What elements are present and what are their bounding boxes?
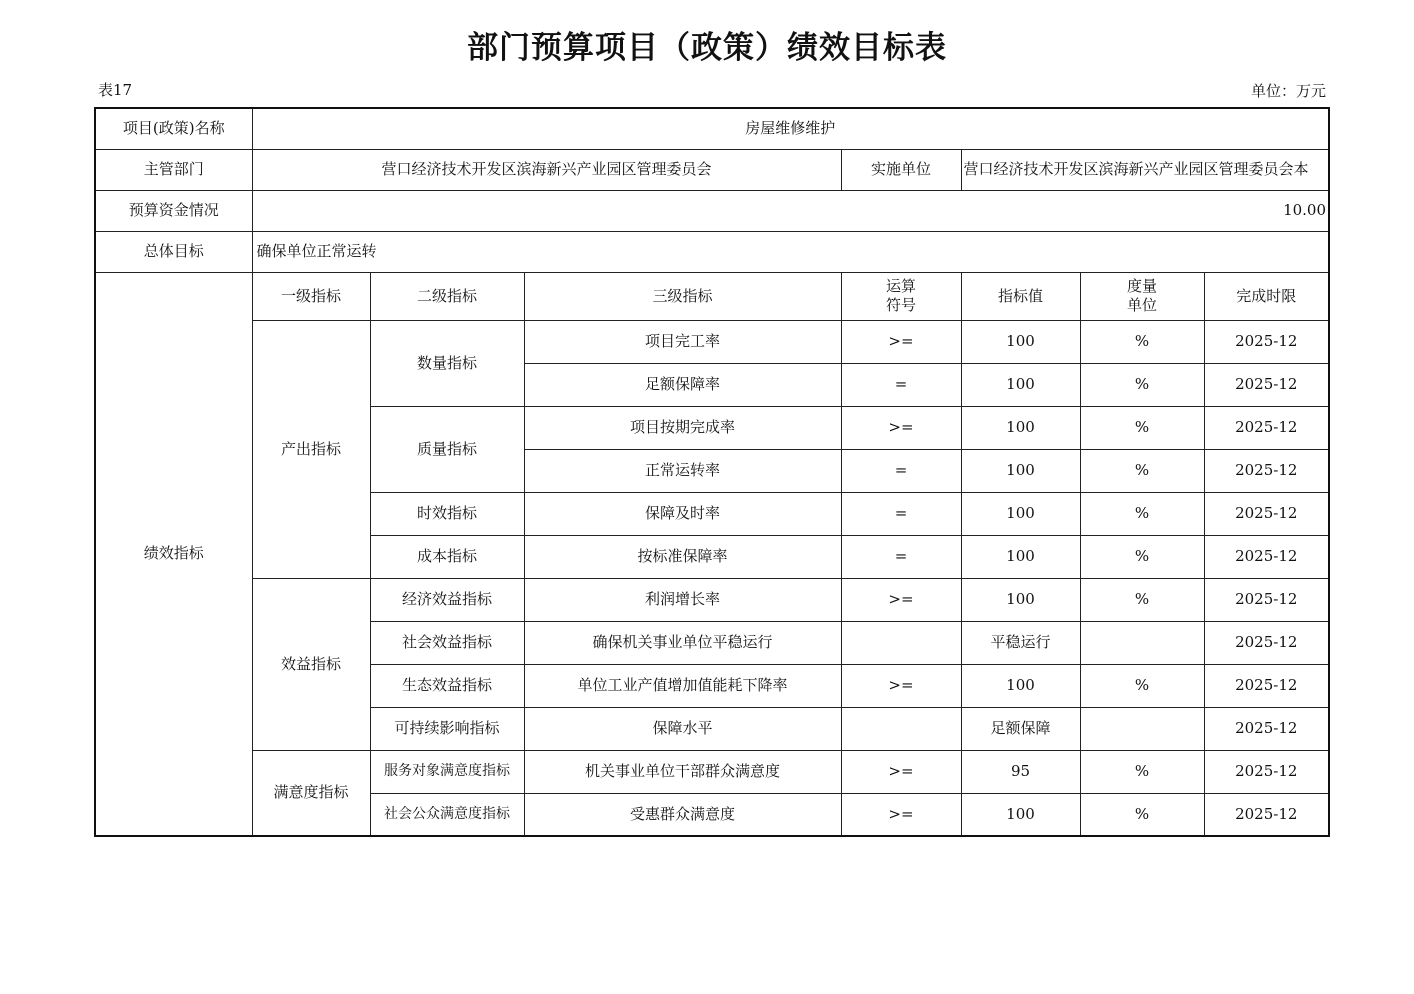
indicator-deadline: 2025-12 [1204,750,1329,793]
indicator-deadline: 2025-12 [1204,363,1329,406]
indicator-name: 利润增长率 [524,578,841,621]
header-operator [841,272,961,320]
perf-label: 绩效指标 [95,272,252,836]
header-level2: 二级指标 [370,272,524,320]
unit-label: 单位：万元 [1250,82,1326,100]
indicator-value: 足额保障 [961,707,1080,750]
indicator-deadline: 2025-12 [1204,449,1329,492]
header-unit-line1: 度量 [1126,277,1157,295]
indicator-deadline: 2025-12 [1204,707,1329,750]
indicator-op [841,707,961,750]
indicator-unit: % [1080,406,1204,449]
goal-value: 确保单位正常运转 [252,231,1329,272]
table-row [95,578,1329,621]
indicator-unit: % [1080,793,1204,836]
header-value: 指标值 [961,272,1080,320]
level1-satisfaction: 满意度指标 [252,750,370,836]
goal-row [95,231,1329,272]
indicator-unit: % [1080,578,1204,621]
indicator-name: 受惠群众满意度 [524,793,841,836]
header-level3: 三级指标 [524,272,841,320]
department-value: 营口经济技术开发区滨海新兴产业园区管理委员会 [252,149,841,190]
indicator-unit: % [1080,492,1204,535]
indicator-unit: % [1080,535,1204,578]
indicator-deadline: 2025-12 [1204,535,1329,578]
indicator-name: 确保机关事业单位平稳运行 [524,621,841,664]
project-name-value: 房屋维修维护 [252,108,1329,149]
indicator-name: 按标准保障率 [524,535,841,578]
indicator-op: >= [841,750,961,793]
indicator-op: >= [841,578,961,621]
header-operator-line1: 运算 [885,277,916,295]
indicator-deadline: 2025-12 [1204,320,1329,363]
indicator-name: 正常运转率 [524,449,841,492]
indicator-name: 保障水平 [524,707,841,750]
indicator-op [841,621,961,664]
impl-unit-text: 营口经济技术开发区滨海新兴产业园区管理委员会本 [963,160,1309,178]
project-name-label: 项目(政策)名称 [95,108,252,149]
indicator-op: = [841,363,961,406]
level2-sustainable: 可持续影响指标 [370,707,524,750]
indicator-unit: % [1080,750,1204,793]
level2-cost: 成本指标 [370,535,524,578]
indicator-value: 100 [961,449,1080,492]
indicator-deadline: 2025-12 [1204,621,1329,664]
indicator-deadline: 2025-12 [1204,492,1329,535]
indicator-value: 平稳运行 [961,621,1080,664]
indicator-unit [1080,621,1204,664]
level1-output: 产出指标 [252,320,370,578]
table-row [95,320,1329,363]
indicator-op: >= [841,320,961,363]
header-operator-line2: 符号 [885,296,916,314]
indicator-name: 单位工业产值增加值能耗下降率 [524,664,841,707]
indicator-value: 100 [961,320,1080,363]
funds-label: 预算资金情况 [95,190,252,231]
indicator-unit: % [1080,664,1204,707]
indicator-deadline: 2025-12 [1204,664,1329,707]
indicator-unit: % [1080,363,1204,406]
indicator-unit [1080,707,1204,750]
level2-quality: 质量指标 [370,406,524,492]
indicator-value: 95 [961,750,1080,793]
indicator-op: = [841,449,961,492]
department-label: 主管部门 [95,149,252,190]
indicator-op: >= [841,406,961,449]
indicator-header-row [95,272,1329,320]
performance-table [94,107,1330,837]
level2-quantity: 数量指标 [370,320,524,406]
indicator-op: = [841,492,961,535]
header-unit-line2: 单位 [1126,296,1157,314]
indicator-unit: % [1080,320,1204,363]
level2-service-target: 服务对象满意度指标 [370,750,524,793]
level2-economic: 经济效益指标 [370,578,524,621]
indicator-op: = [841,535,961,578]
table-row [95,750,1329,793]
indicator-value: 100 [961,578,1080,621]
indicator-value: 100 [961,406,1080,449]
level2-public: 社会公众满意度指标 [370,793,524,836]
page-title: 部门预算项目（政策）绩效目标表 [467,30,947,66]
indicator-value: 100 [961,664,1080,707]
indicator-deadline: 2025-12 [1204,578,1329,621]
goal-label: 总体目标 [95,231,252,272]
header-deadline: 完成时限 [1204,272,1329,320]
indicator-value: 100 [961,363,1080,406]
indicator-unit: % [1080,449,1204,492]
level2-social: 社会效益指标 [370,621,524,664]
indicator-value: 100 [961,793,1080,836]
indicator-deadline: 2025-12 [1204,406,1329,449]
indicator-name: 机关事业单位干部群众满意度 [524,750,841,793]
project-name-row [95,108,1329,149]
indicator-value: 100 [961,535,1080,578]
funds-row [95,190,1329,231]
level2-timeliness: 时效指标 [370,492,524,535]
indicator-op: >= [841,793,961,836]
indicator-op: >= [841,664,961,707]
indicator-value: 100 [961,492,1080,535]
impl-unit-value [961,149,1329,190]
impl-unit-label: 实施单位 [841,149,961,190]
funds-value: 10.00 [252,190,1329,231]
indicator-name: 足额保障率 [524,363,841,406]
header-unit [1080,272,1204,320]
level2-ecological: 生态效益指标 [370,664,524,707]
table-number: 表17 [98,81,133,99]
level1-benefit: 效益指标 [252,578,370,750]
indicator-name: 项目按期完成率 [524,406,841,449]
indicator-name: 保障及时率 [524,492,841,535]
header-level1: 一级指标 [252,272,370,320]
indicator-deadline: 2025-12 [1204,793,1329,836]
indicator-name: 项目完工率 [524,320,841,363]
department-row [95,149,1329,190]
